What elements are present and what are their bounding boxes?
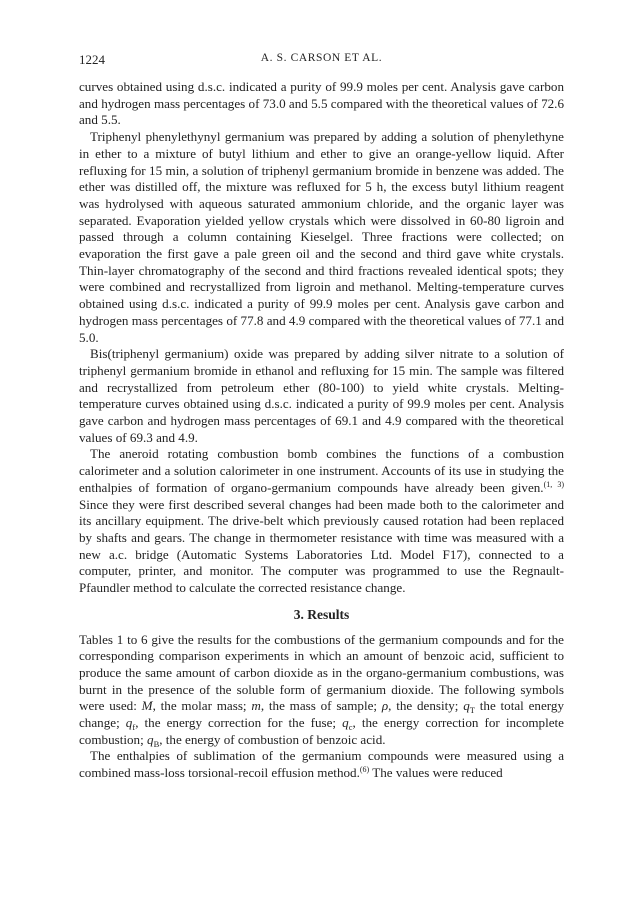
symbol-density: ρ [381, 698, 389, 714]
symbol-qB: q [147, 731, 154, 747]
text-segment: , the energy of combustion of benzoic acid. [159, 731, 386, 747]
section-heading: 3. Results [293, 606, 350, 622]
text-segment: Since they were first described several changes had been made both to the calorimeter and its ancillary equipment. The drive-belt which previously caused rotation had been replaced by shafts and gears. The change in thermometer resistance with time was measured with a new a.c. bridge (Automatic Systems Laboratories Ltd. Model F17), connected to a computer, printer, and monitor. The computer was programmed to use the Regnault-Pfaundler method to calculate the corrected resistance change. [79, 496, 564, 596]
symbol-molar-mass: M [141, 698, 153, 714]
text-segment: The aneroid rotating combustion bomb combines the functions of a combustion calorimeter and a solution calorimeter in one instrument. Accounts of its use in studying the enthalpies of formation of organo-germanium compounds have already been given. [79, 446, 564, 495]
symbol-qc: q [342, 715, 349, 731]
text-segment: , the molar mass; [152, 698, 252, 714]
page-number: 1224 [79, 52, 105, 67]
paragraph-1: curves obtained using d.s.c. indicated a purity of 99.9 moles per cent. Analysis gave carbon and hydrogen mass percentages of 73.0 and 5.5 compared with the theoretical values of 72.6 and 5.5. [79, 79, 564, 128]
body-text [79, 79, 564, 782]
symbol-qT: q [463, 698, 470, 714]
paragraph-sublimation [79, 748, 564, 781]
text-segment: Tables 1 to 6 give the results for the combustions of the germanium compounds and for the corresponding comparison experiments in which an amount of benzoic acid, sufficient to produce the same amount of carbon dioxide as in the organo-germanium combustions, was burnt in the presence of the soluble form of germanium dioxide. The following symbols were used: [79, 631, 564, 714]
text-segment: the total energy change; [79, 698, 564, 731]
symbol-mass: m [251, 698, 261, 714]
text-segment: , the energy correction for incomplete combustion; [79, 715, 564, 747]
subscript: f [132, 722, 136, 733]
text-segment: The values were reduced [369, 765, 503, 781]
citation-reference: (1, 3) [543, 479, 565, 489]
subscript: c [348, 722, 353, 733]
symbol-qf: q [125, 715, 133, 731]
paragraph-calorimeter [79, 446, 564, 596]
text-segment: , the energy correction for the fuse; [135, 715, 343, 731]
text-segment: , the mass of sample; [260, 698, 382, 714]
subscript: B [153, 738, 160, 749]
paragraph-germanium-preparation: Triphenyl phenylethynyl germanium was prepared by adding a solution of phenylethyne in ether to a mixture of butyl lithium and ether to give an orange-yellow liquid. After refluxing for 15 min, a solution of triphenyl germanium bromide in benzene was added. The ether was distilled off, the mixture was refluxed for 5 h, the excess butyl lithium reagent was hydrolysed with aqueous saturated ammonium chloride, and the organic layer was separated. Evaporation yielded yellow crystals which were dissolved in 60-80 ligroin and passed through a column containing Kieselgel. Three fractions were collected; on evaporation the first gave a pale green oil and the second and third gave white crystals. Thin-layer chromatography of the second and third fractions revealed identical spots; they were combined and recrystallized from ligroin and methanol. Melting-temperature curves obtained using d.s.c. indicated a purity of 99.9 moles per cent. Analysis gave carbon and hydrogen mass percentages of 77.8 and 4.9 compared with the theoretical values of 77.1 and 5.0. [79, 129, 564, 345]
paragraph-results [79, 632, 564, 749]
running-head: A. S. CARSON ET AL. [260, 52, 383, 64]
citation-reference: (6) [359, 765, 370, 775]
text-segment: , the density; [388, 698, 464, 714]
text-segment: The enthalpies of sublimation of the germanium compounds were measured using a combined mass-loss torsional-recoil effusion method. [79, 748, 564, 781]
subscript: T [469, 705, 475, 716]
page-header [79, 52, 564, 68]
paragraph-oxide-preparation: Bis(triphenyl germanium) oxide was prepared by adding silver nitrate to a solution of triphenyl germanium bromide in ethanol and refluxing for 15 min. The sample was filtered and recrystallized from petroleum ether (80-100) to yield white crystals. Melting-temperature curves obtained using d.s.c. indicated a purity of 99.9 moles per cent. Analysis gave carbon and hydrogen mass percentages of 69.1 and 4.9 compared with the theoretical values of 69.3 and 4.9. [79, 346, 564, 445]
